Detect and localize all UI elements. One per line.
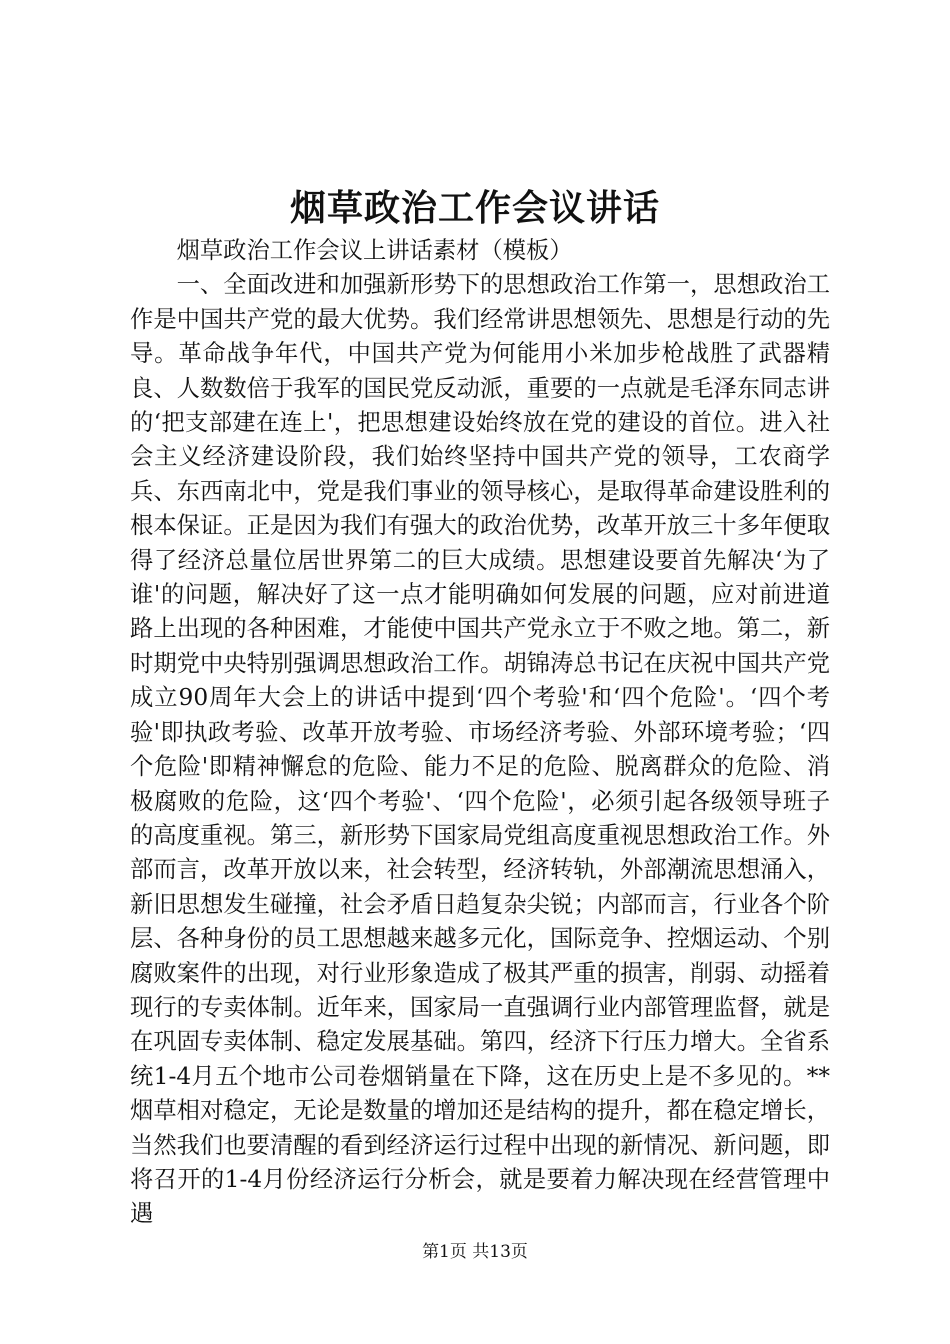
subtitle-paragraph: 烟草政治工作会议上讲话素材（模板）: [176, 237, 573, 264]
document-body: [130, 234, 830, 1232]
page-number-footer: 第1页 共13页: [422, 1242, 528, 1262]
body-paragraph: 一、全面改进和加强新形势下的思想政治工作第一，思想政治工作是中国共产党的最大优势。我们经常讲思想领先、思想是行动的先导。革命战争年代，中国共产党为何能用小米加步枪战胜了武器精良、人数数倍于我军的国民党反动派，重要的一点就是毛泽东同志讲的‘把支部建在连上'，把思想建设始终放在党的建设的首位。进入社会主义经济建设阶段，我们始终坚持中国共产党的领导，工农商学兵、东西南北中，党是我们事业的领导核心，是取得革命建设胜利的根本保证。正是因为我们有强大的政治优势，改革开放三十多年便取得了经济总量位居世界第二的巨大成绩。思想建设要首先解决‘为了谁'的问题，解决好了这一点才能明确如何发展的问题，应对前进道路上出现的各种困难，才能使中国共产党永立于不败之地。第二，新时期党中央特别强调思想政治工作。胡锦涛总书记在庆祝中国共产党成立90周年大会上的讲话中提到‘四个考验'和‘四个危险'。‘四个考验'即执政考验、改革开放考验、市场经济考验、外部环境考验；‘四个危险'即精神懈怠的危险、能力不足的危险、脱离群众的危险、消极腐败的危险，这‘四个考验'、‘四个危险'，必须引起各级领导班子的高度重视。第三，新形势下国家局党组高度重视思想政治工作。外部而言，改革开放以来，社会转型，经济转轨，外部潮流思想涌入，新旧思想发生碰撞，社会矛盾日趋复杂尖锐；内部而言，行业各个阶层、各种身份的员工思想越来越多元化，国际竞争、控烟运动、个别腐败案件的出现，对行业形象造成了极其严重的损害，削弱、动摇着现行的专卖体制。近年来，国家局一直强调行业内部管理监督，就是在巩固专卖体制、稳定发展基础。第四，经济下行压力增大。全省系统1-4月五个地市公司卷烟销量在下降，这在历史上是不多见的。**烟草相对稳定，无论是数量的增加还是结构的提升，都在稳定增长，当然我们也要清醒的看到经济运行过程中出现的新情况、新问题，即将召开的1-4月份经济运行分析会，就是要着力解决现在经营管理中遇: [130, 271, 830, 1228]
page-title: 烟草政治工作会议讲话: [289, 187, 660, 229]
